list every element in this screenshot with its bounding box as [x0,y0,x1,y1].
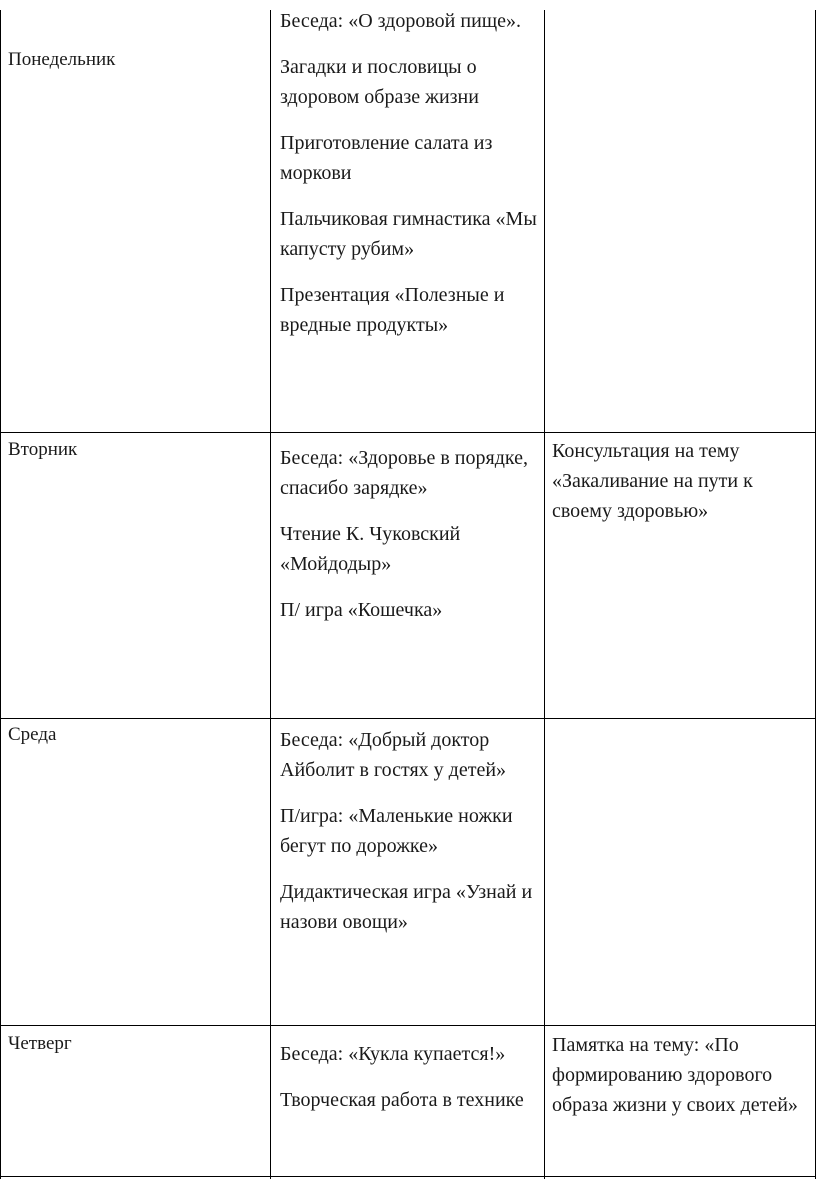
activity-item: Презентация «Полезные и вредные продукты» [280,284,505,336]
activity-item: Беседа: «О здоровой пище». [280,10,522,32]
activity-item: Приготовление салата из моркови [280,132,493,184]
activity-item: Дидактическая игра «Узнай и назови овощи» [280,881,533,933]
activity-item: Беседа: «Здоровье в порядке, спасибо зарядке» [280,447,528,499]
activity-item: Творческая работа в технике [280,1089,524,1111]
day-cell [8,1032,263,1056]
activity-item: Загадки и пословицы о здоровом образе жизни [280,56,479,108]
activities-cell [280,443,542,625]
day-cell [8,48,263,72]
parents-cell [552,1030,810,1120]
table-border [0,1025,816,1026]
parents-text: Памятка на тему: «По формированию здорового образа жизни у своих детей» [552,1034,798,1116]
activity-item: Пальчиковая гимнастика «Мы капусту рубим» [280,208,537,260]
day-cell [8,438,263,462]
day-label: Четверг [8,1033,72,1054]
table-border [544,10,545,1179]
activity-item: П/ игра «Кошечка» [280,599,443,621]
table-border [0,1176,816,1177]
table-border [0,432,816,433]
table-border [0,718,816,719]
activity-item: П/игра: «Маленькие ножки бегут по дорожке» [280,805,513,857]
day-cell [8,723,263,747]
activities-cell [280,6,542,340]
day-label: Понедельник [8,49,116,70]
activity-item: Чтение К. Чуковский «Мойдодыр» [280,523,461,575]
parents-text: Консультация на тему «Закаливание на пути к своему здоровью» [552,440,753,522]
activity-item: Беседа: «Добрый доктор Айболит в гостях у детей» [280,729,507,781]
parents-cell [552,436,810,526]
table-border [0,10,1,1179]
day-label: Вторник [8,439,78,460]
activities-cell [280,1039,542,1115]
activity-item: Беседа: «Кукла купается!» [280,1043,506,1065]
day-label: Среда [8,724,57,745]
activities-cell [280,725,542,937]
table-border [270,10,271,1179]
